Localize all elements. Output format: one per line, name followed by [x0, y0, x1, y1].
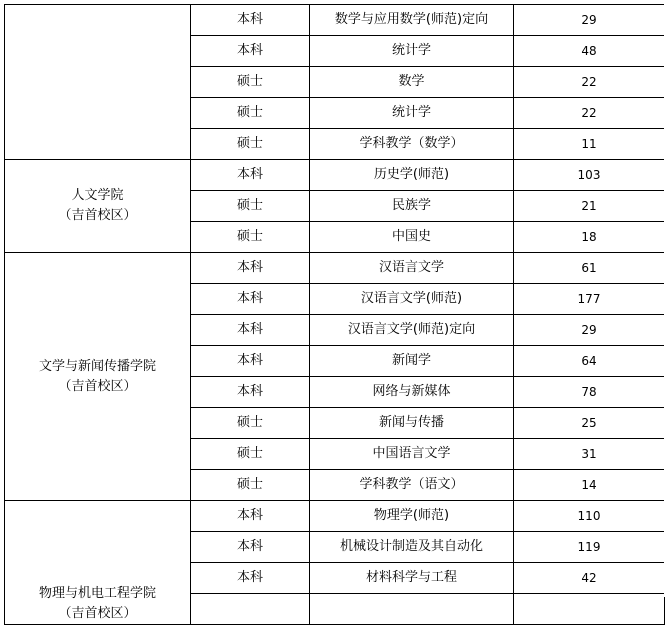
- enrollment-count-cell: 103: [514, 160, 665, 191]
- enrollment-table: [4, 4, 665, 625]
- major-cell: 历史学(师范): [310, 160, 514, 191]
- degree-level-cell: 本科: [191, 5, 310, 36]
- enrollment-count-cell: 22: [514, 98, 665, 129]
- table-row: [5, 501, 665, 532]
- college-campus: （吉首校区）: [58, 378, 137, 394]
- major-cell: 汉语言文学(师范)定向: [310, 315, 514, 346]
- enrollment-count-cell: 64: [514, 346, 665, 377]
- major-cell: 汉语言文学(师范): [310, 284, 514, 315]
- enrollment-count-cell: 177: [514, 284, 665, 315]
- enrollment-count-cell: 18: [514, 222, 665, 253]
- degree-level-cell: 本科: [191, 253, 310, 284]
- degree-level-cell: 本科: [191, 377, 310, 408]
- major-cell: 新闻学: [310, 346, 514, 377]
- degree-level-cell: 硕士: [191, 408, 310, 439]
- degree-level-cell: 本科: [191, 315, 310, 346]
- college-campus: （吉首校区）: [58, 208, 137, 223]
- major-cell: 统计学: [310, 98, 514, 129]
- enrollment-count-cell: [514, 594, 665, 625]
- college-name: 文学与新闻传播学院: [38, 358, 156, 374]
- college-cell: [5, 5, 191, 160]
- major-cell: 网络与新媒体: [310, 377, 514, 408]
- enrollment-count-cell: 42: [514, 563, 665, 594]
- college-campus: （吉首校区）: [58, 606, 137, 621]
- table-row: [5, 5, 665, 36]
- enrollment-count-cell: 11: [514, 129, 665, 160]
- major-cell: [310, 594, 514, 625]
- enrollment-count-cell: 21: [514, 191, 665, 222]
- table-row: [5, 160, 665, 191]
- degree-level-cell: 本科: [191, 36, 310, 67]
- college-cell: [5, 253, 191, 501]
- major-cell: 中国史: [310, 222, 514, 253]
- major-cell: 数学与应用数学(师范)定向: [310, 5, 514, 36]
- major-cell: 新闻与传播: [310, 408, 514, 439]
- enrollment-table-body: [5, 5, 665, 625]
- enrollment-count-cell: 61: [514, 253, 665, 284]
- college-cell: [5, 501, 191, 625]
- degree-level-cell: 本科: [191, 532, 310, 563]
- degree-level-cell: 本科: [191, 284, 310, 315]
- major-cell: 汉语言文学: [310, 253, 514, 284]
- major-cell: 机械设计制造及其自动化: [310, 532, 514, 563]
- degree-level-cell: 硕士: [191, 439, 310, 470]
- major-cell: 统计学: [310, 36, 514, 67]
- degree-level-cell: 本科: [191, 160, 310, 191]
- enrollment-count-cell: 29: [514, 5, 665, 36]
- enrollment-count-cell: 48: [514, 36, 665, 67]
- enrollment-count-cell: 110: [514, 501, 665, 532]
- major-cell: 物理学(师范): [310, 501, 514, 532]
- degree-level-cell: 硕士: [191, 222, 310, 253]
- college-cell: [5, 160, 191, 253]
- enrollment-count-cell: 78: [514, 377, 665, 408]
- enrollment-count-cell: 31: [514, 439, 665, 470]
- major-cell: 学科教学（语文）: [310, 470, 514, 501]
- college-name: 物理与机电工程学院: [38, 586, 156, 601]
- enrollment-count-cell: 14: [514, 470, 665, 501]
- page-right-margin: [664, 0, 668, 597]
- enrollment-count-cell: 29: [514, 315, 665, 346]
- degree-level-cell: 本科: [191, 346, 310, 377]
- degree-level-cell: 硕士: [191, 98, 310, 129]
- degree-level-cell: 硕士: [191, 67, 310, 98]
- major-cell: 材料科学与工程: [310, 563, 514, 594]
- enrollment-count-cell: 119: [514, 532, 665, 563]
- table-row: [5, 253, 665, 284]
- degree-level-cell: 硕士: [191, 191, 310, 222]
- degree-level-cell: [191, 594, 310, 625]
- degree-level-cell: 本科: [191, 501, 310, 532]
- enrollment-count-cell: 22: [514, 67, 665, 98]
- degree-level-cell: 硕士: [191, 129, 310, 160]
- major-cell: 中国语言文学: [310, 439, 514, 470]
- college-name: 人文学院: [71, 188, 124, 203]
- degree-level-cell: 硕士: [191, 470, 310, 501]
- major-cell: 数学: [310, 67, 514, 98]
- degree-level-cell: 本科: [191, 563, 310, 594]
- enrollment-count-cell: 25: [514, 408, 665, 439]
- major-cell: 民族学: [310, 191, 514, 222]
- major-cell: 学科教学（数学）: [310, 129, 514, 160]
